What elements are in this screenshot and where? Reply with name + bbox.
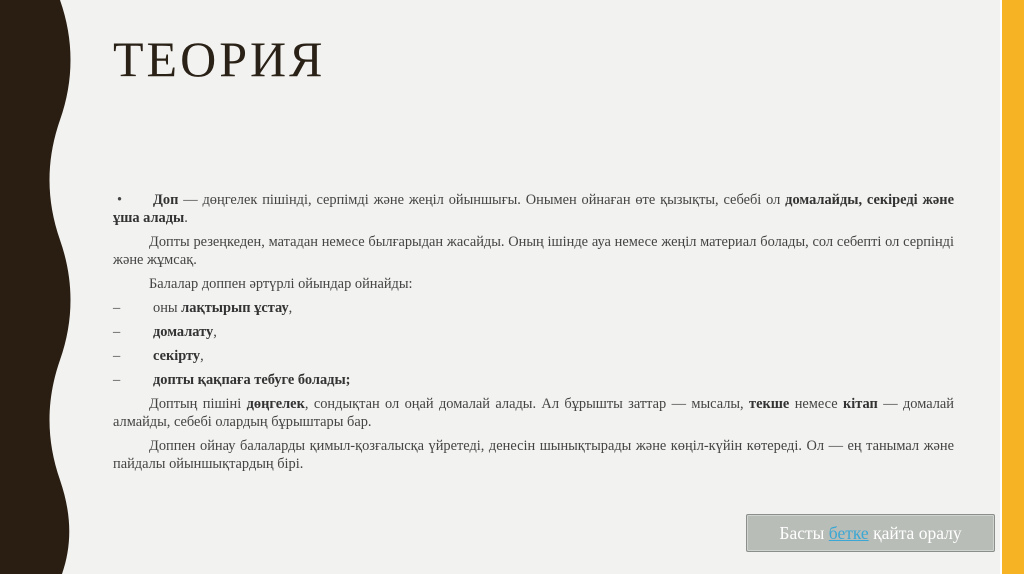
accent-border xyxy=(1000,0,1024,574)
list-item: – секірту, xyxy=(113,348,204,364)
dash-marker: – xyxy=(113,300,121,316)
list-item: – допты қақпаға тебуге болады; xyxy=(113,372,351,388)
dash-marker: – xyxy=(113,324,121,340)
return-home-button[interactable]: Басты бетке қайта оралу xyxy=(746,514,995,552)
paragraph-3: Балалар доппен әртүрлі ойындар ойнайды: xyxy=(149,276,413,292)
slide-title: ТЕОРИЯ xyxy=(113,31,326,87)
dash-marker: – xyxy=(113,372,121,388)
dash-marker: – xyxy=(113,348,121,364)
games-list xyxy=(113,299,954,389)
home-link[interactable]: бетке xyxy=(828,523,869,543)
list-item: – оны лақтырып ұстау, xyxy=(113,300,293,316)
paragraph-5: Доппен ойнау балаларды қимыл-қозғалысқа үйретеді, денесін шынықтырады және көңіл-күйін көтереді. Ол — ең танымал және пайдалы ойыншықтардың бірі. xyxy=(113,438,954,472)
paragraph-2: Допты резеңкеден, матадан немесе былғарыдан жасайды. Оның ішінде ауа немесе жеңіл материал болады, сол себепті ол серпінді және жұмсақ. xyxy=(113,234,954,268)
bullet-marker: • xyxy=(117,192,123,208)
paragraph-4: Доптың пішіні дөңгелек, сондықтан ол оңай домалай алады. Ал бұрышты заттар — мысалы, текше немесе кітап — домалай алмайды, себебі олардың бұрыштары бар. xyxy=(113,396,955,430)
paragraph-1: • Доп — дөңгелек пішінді, серпімді және жеңіл ойыншығы. Онымен ойнаған өте қызықты, себебі ол домалайды, секіреді және ұша алады. xyxy=(113,192,954,226)
decorative-wavy-band xyxy=(0,0,80,574)
slide-content xyxy=(113,191,954,473)
list-item: – домалату, xyxy=(113,324,217,340)
